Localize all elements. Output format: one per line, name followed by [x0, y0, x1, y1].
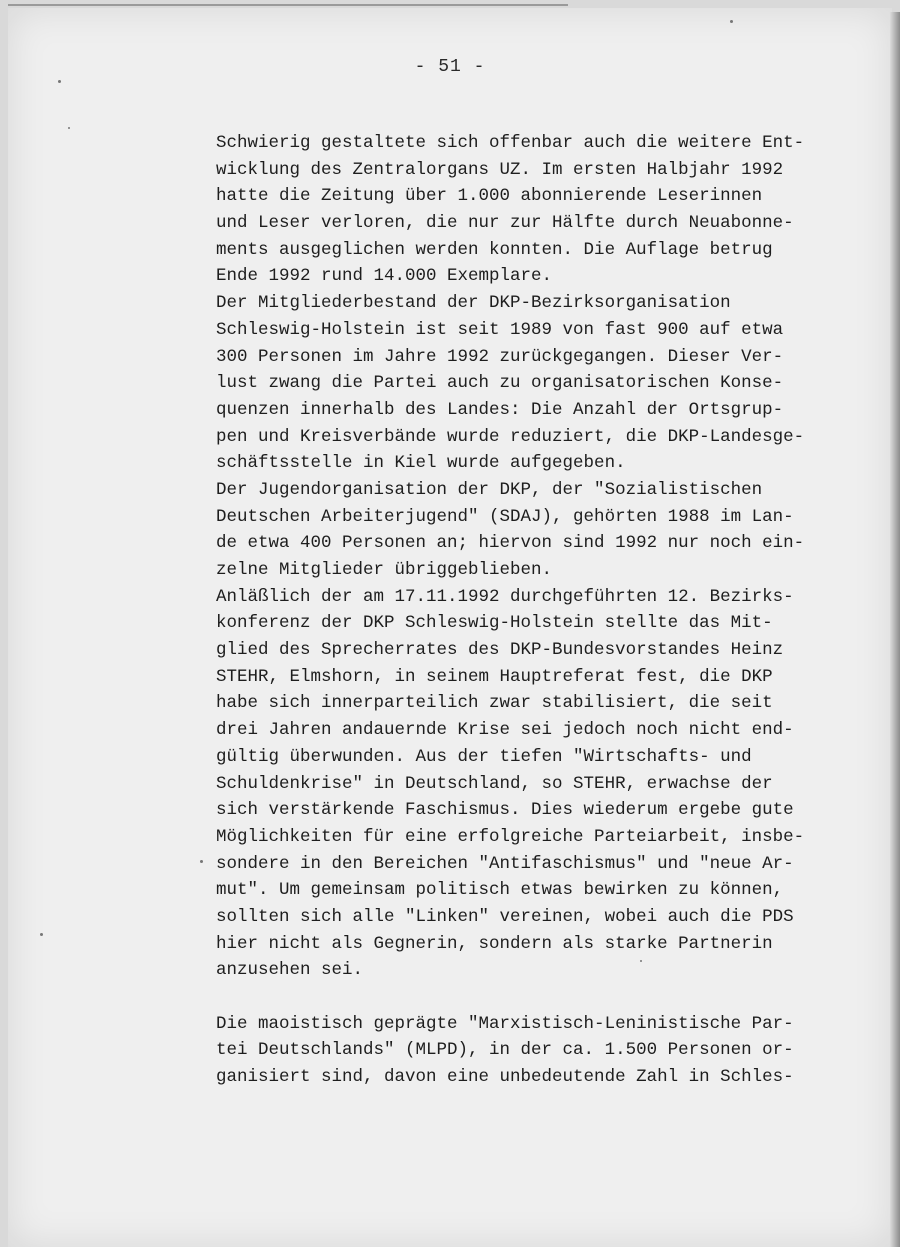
scan-speck [200, 860, 203, 863]
text-line: quenzen innerhalb des Landes: Die Anzahl der Ortsgrup- [216, 399, 784, 420]
text-line: Die maoistisch geprägte "Marxistisch-Leninistische Par- [216, 1013, 794, 1034]
scan-right-edge [890, 12, 900, 1247]
text-line: sondere in den Bereichen "Antifaschismus" und "neue Ar- [216, 853, 794, 874]
text-line: sich verstärkende Faschismus. Dies wiederum ergebe gute [216, 800, 794, 821]
text-line: STEHR, Elmshorn, in seinem Hauptreferat fest, die DKP [216, 666, 773, 687]
text-line: ganisiert sind, davon eine unbedeutende Zahl in Schles- [216, 1067, 794, 1088]
text-line: Anläßlich der am 17.11.1992 durchgeführten 12. Bezirks- [216, 586, 794, 607]
text-line: Schwierig gestaltete sich offenbar auch die weitere Ent- [216, 133, 805, 153]
text-line: gültig überwunden. Aus der tiefen "Wirtschafts- und [216, 746, 752, 767]
scan-speck [730, 20, 733, 23]
scan-speck [58, 80, 61, 83]
text-line: hatte die Zeitung über 1.000 abonnierende Leserinnen [216, 186, 763, 207]
text-line: Der Jugendorganisation der DKP, der "Sozialistischen [216, 479, 763, 500]
text-line: tei Deutschlands" (MLPD), in der ca. 1.500 Personen or- [216, 1040, 794, 1061]
paragraph [216, 477, 816, 584]
text-line: pen und Kreisverbände wurde reduziert, die DKP-Landesge- [216, 426, 805, 447]
text-line: zelne Mitglieder übriggeblieben. [216, 560, 553, 580]
text-line: schäftsstelle in Kiel wurde aufgegeben. [216, 453, 626, 474]
scan-speck [40, 933, 43, 936]
paragraph-gap [216, 984, 816, 1011]
scan-speck [68, 127, 70, 129]
text-line: wicklung des Zentralorgans UZ. Im ersten Halbjahr 1992 [216, 159, 784, 180]
text-line: 300 Personen im Jahre 1992 zurückgegangen. Dieser Ver- [216, 346, 784, 367]
text-line: Möglichkeiten für eine erfolgreiche Parteiarbeit, insbe- [216, 826, 805, 847]
text-line: habe sich innerparteilich zwar stabilisiert, die seit [216, 693, 773, 714]
text-line: de etwa 400 Personen an; hiervon sind 1992 nur noch ein- [216, 533, 805, 554]
text-line: Schuldenkrise" in Deutschland, so STEHR, erwachse der [216, 773, 773, 794]
text-line: glied des Sprecherrates des DKP-Bundesvorstandes Heinz [216, 640, 784, 661]
paragraph [216, 290, 816, 477]
text-line: sollten sich alle "Linken" vereinen, wobei auch die PDS [216, 906, 794, 927]
text-line: anzusehen sei. [216, 960, 364, 981]
text-line: drei Jahren andauernde Krise sei jedoch noch nicht end- [216, 720, 794, 741]
scan-top-edge [8, 4, 568, 6]
text-line: Deutschen Arbeiterjugend" (SDAJ), gehörten 1988 im Lan- [216, 506, 794, 527]
paragraph [216, 1011, 816, 1091]
paragraph [216, 130, 816, 290]
text-line: konferenz der DKP Schleswig-Holstein stellte das Mit- [216, 613, 773, 634]
page-number: - 51 - [414, 57, 486, 77]
document-body [216, 130, 816, 1091]
text-line: ments ausgeglichen werden konnten. Die Auflage betrug [216, 239, 773, 260]
text-line: Der Mitgliederbestand der DKP-Bezirksorganisation [216, 293, 731, 314]
text-line: lust zwang die Partei auch zu organisatorischen Konse- [216, 373, 784, 394]
text-line: hier nicht als Gegnerin, sondern als starke Partnerin [216, 933, 773, 954]
text-line: mut". Um gemeinsam politisch etwas bewirken zu können, [216, 880, 784, 901]
text-line: Schleswig-Holstein ist seit 1989 von fast 900 auf etwa [216, 319, 784, 340]
text-line: Ende 1992 rund 14.000 Exemplare. [216, 266, 553, 287]
paragraph [216, 584, 816, 984]
text-line: und Leser verloren, die nur zur Hälfte durch Neuabonne- [216, 213, 794, 234]
